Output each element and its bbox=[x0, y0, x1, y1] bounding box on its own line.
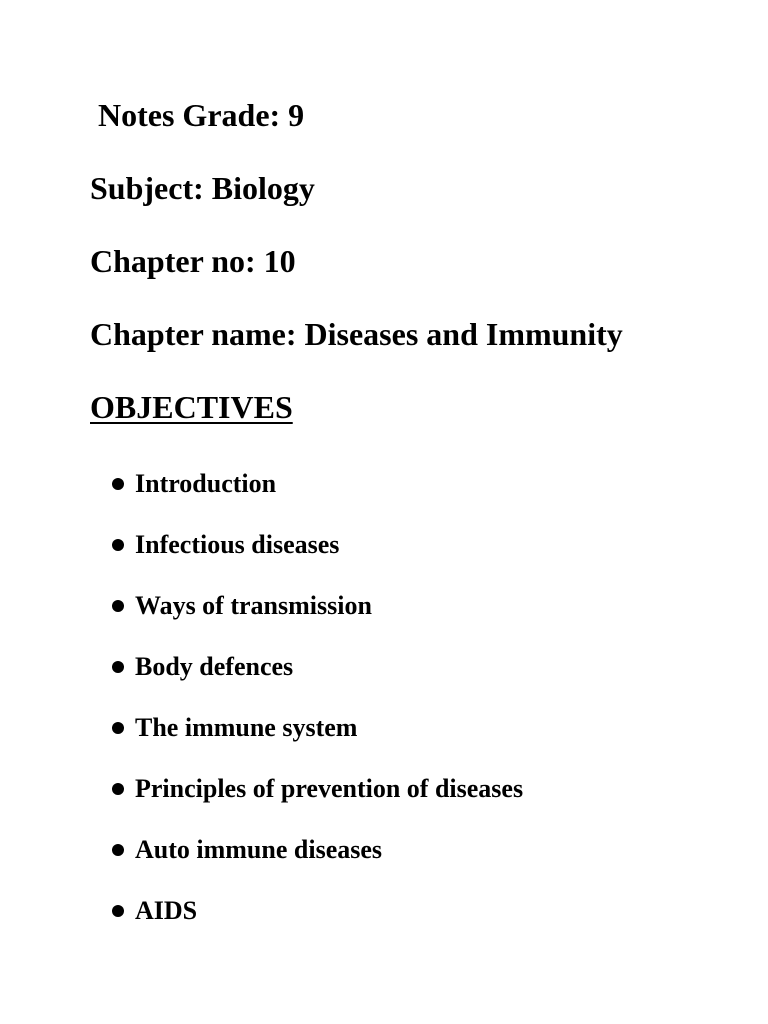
list-item bbox=[112, 587, 523, 648]
objectives-heading: OBJECTIVES bbox=[90, 389, 293, 425]
list-item bbox=[112, 831, 523, 892]
grade-heading: Notes Grade: 9 bbox=[98, 97, 305, 133]
objective-text: The immune system bbox=[135, 713, 358, 742]
objectives-list bbox=[112, 465, 523, 953]
chapter-name-heading: Chapter name: Diseases and Immunity bbox=[90, 316, 623, 352]
bullet-icon bbox=[112, 600, 124, 612]
objective-text: Introduction bbox=[135, 469, 277, 498]
bullet-icon bbox=[112, 905, 124, 917]
bullet-icon bbox=[112, 722, 124, 734]
objective-text: Principles of prevention of diseases bbox=[135, 774, 524, 803]
bullet-icon bbox=[112, 478, 124, 490]
objective-text: Ways of transmission bbox=[135, 591, 372, 620]
bullet-icon bbox=[112, 783, 124, 795]
objective-text: Infectious diseases bbox=[135, 530, 340, 559]
list-item bbox=[112, 526, 523, 587]
objective-text: AIDS bbox=[135, 896, 198, 925]
bullet-icon bbox=[112, 844, 124, 856]
bullet-icon bbox=[112, 661, 124, 673]
list-item bbox=[112, 465, 523, 526]
bullet-icon bbox=[112, 539, 124, 551]
list-item bbox=[112, 892, 523, 953]
objective-text: Auto immune diseases bbox=[135, 835, 383, 864]
subject-heading: Subject: Biology bbox=[90, 170, 315, 206]
chapter-number-heading: Chapter no: 10 bbox=[90, 243, 296, 279]
list-item bbox=[112, 648, 523, 709]
list-item bbox=[112, 709, 523, 770]
objective-text: Body defences bbox=[135, 652, 294, 681]
list-item bbox=[112, 770, 523, 831]
